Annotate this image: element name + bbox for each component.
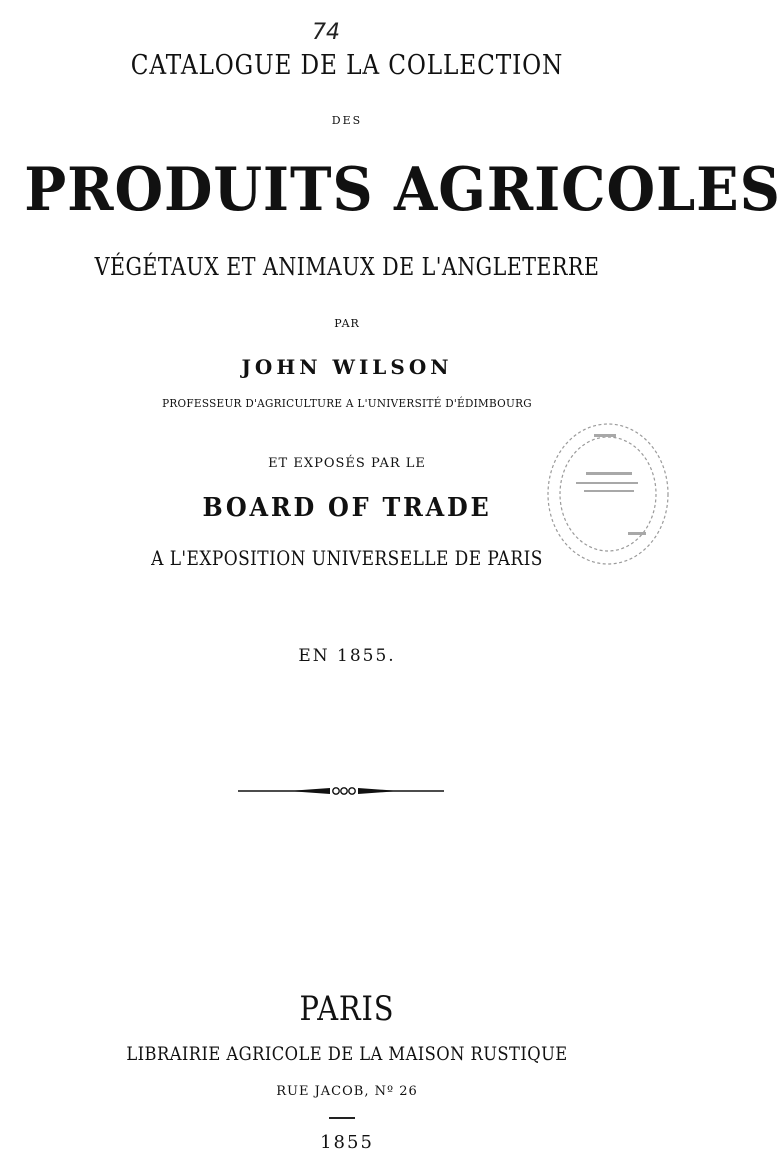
divider (329, 1117, 355, 1119)
publisher: LIBRAIRIE AGRICOLE DE LA MAISON RUSTIQUE (126, 1043, 568, 1065)
main-title: PRODUITS AGRICOLES (24, 155, 781, 225)
imprint-city: PARIS (299, 989, 395, 1029)
by-label: PAR (334, 317, 360, 330)
exhibition-line: A L'EXPOSITION UNIVERSELLE DE PARIS (151, 546, 543, 570)
author-name: JOHN WILSON (241, 355, 453, 379)
exhibition-year: EN 1855. (298, 646, 396, 666)
exposed-by-label: ET EXPOSÉS PAR LE (268, 456, 426, 471)
publisher-address: RUE JACOB, Nº 26 (276, 1084, 418, 1099)
library-stamp-icon (536, 412, 676, 578)
author-affiliation: PROFESSEUR D'AGRICULTURE A L'UNIVERSITÉ D'ÉDIMBOURG (162, 397, 532, 410)
subtitle: VÉGÉTAUX ET ANIMAUX DE L'ANGLETERRE (94, 253, 600, 281)
title-line-catalogue: CATALOGUE DE LA COLLECTION (130, 50, 564, 81)
publication-date: 1855 (320, 1132, 374, 1153)
ornament-rule-icon (238, 784, 444, 798)
handwritten-shelfmark: 74 (312, 20, 340, 45)
board-of-trade: BOARD OF TRADE (202, 493, 492, 523)
title-line-des: DES (331, 114, 363, 127)
